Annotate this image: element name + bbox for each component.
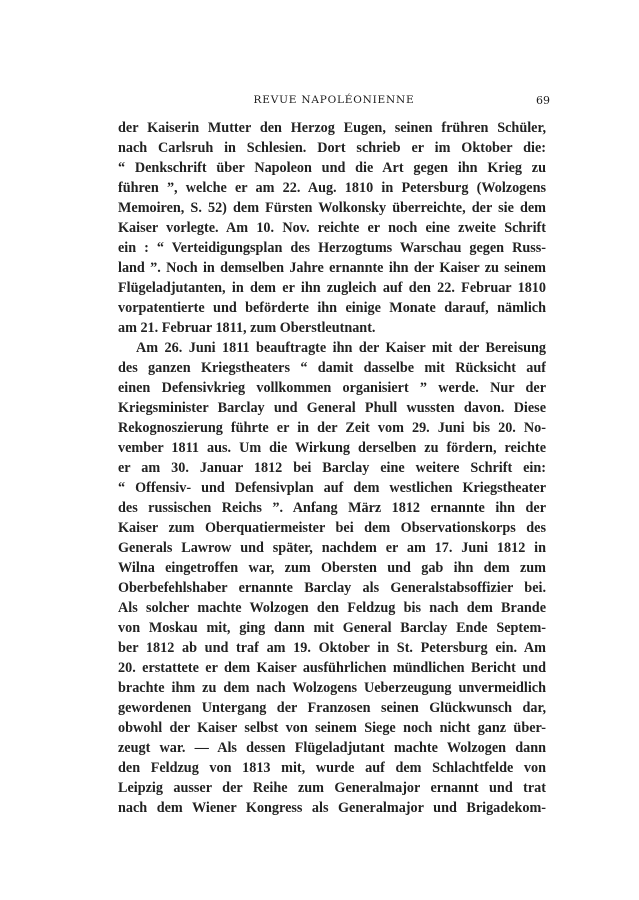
text-line: Rekognoszierung führte er in der Zeit vom 29. Juni bis 20. No-	[118, 420, 546, 436]
text-line: brachte ihm zu dem nach Wolzogens Ueberzeugung unvermeidlich	[118, 680, 546, 696]
text-line: von Moskau mit, ging dann mit General Barclay Ende Septem-	[118, 620, 546, 636]
paragraph	[118, 118, 546, 338]
text-line: einen Defensivkrieg vollkommen organisiert ” werde. Nur der	[118, 380, 546, 396]
text-line: vorpatentierte und beförderte ihn einige Monate darauf, nämlich	[118, 300, 546, 316]
text-line: nach Carlsruh in Schlesien. Dort schrieb er im Oktober die:	[118, 140, 546, 156]
text-line: des ganzen Kriegstheaters “ damit dasselbe mit Rücksicht auf	[118, 360, 546, 376]
text-line: Am 26. Juni 1811 beauftragte ihn der Kaiser mit der Bereisung	[136, 340, 546, 356]
page-number: 69	[536, 94, 550, 107]
text-line: Kaiser vorlegte. Am 10. Nov. reichte er noch eine zweite Schrift	[118, 220, 546, 236]
text-line: Flügeladjutanten, in dem er ihn zugleich auf den 22. Februar 1810	[118, 280, 546, 296]
text-line: nach dem Wiener Kongress als Generalmajor und Brigadekom-	[118, 800, 546, 816]
text-line: er am 30. Januar 1812 bei Barclay eine weitere Schrift ein:	[118, 460, 546, 476]
text-line: führen ”, welche er am 22. Aug. 1810 in Petersburg (Wolzogens	[118, 180, 546, 196]
text-line: obwohl der Kaiser selbst von seinem Siege noch nicht ganz über-	[118, 720, 546, 736]
body-text	[118, 118, 546, 818]
text-line: Leipzig ausser der Reihe zum Generalmajor ernannt und trat	[118, 780, 546, 796]
text-line: Memoiren, S. 52) dem Fürsten Wolkonsky überreichte, der sie dem	[118, 200, 546, 216]
text-line: Generals Lawrow und später, nachdem er am 17. Juni 1812 in	[118, 540, 546, 556]
text-line: vember 1811 aus. Um die Wirkung derselben zu fördern, reichte	[118, 440, 546, 456]
text-line: zeugt war. — Als dessen Flügeladjutant machte Wolzogen dann	[118, 740, 546, 756]
text-line: ber 1812 ab und traf am 19. Oktober in St. Petersburg ein. Am	[118, 640, 546, 656]
text-line: 20. erstattete er dem Kaiser ausführlichen mündlichen Bericht und	[118, 660, 546, 676]
paragraph	[118, 338, 546, 818]
text-line: “ Denkschrift über Napoleon und die Art gegen ihn Krieg zu	[118, 160, 546, 176]
text-line: Als solcher machte Wolzogen den Feldzug bis nach dem Brande	[118, 600, 546, 616]
text-line: gewordenen Untergang der Franzosen seinen Glückwunsch dar,	[118, 700, 546, 716]
running-header	[118, 94, 550, 110]
text-line: am 21. Februar 1811, zum Oberstleutnant.	[118, 320, 376, 336]
text-line: den Feldzug von 1813 mit, wurde auf dem Schlachtfelde von	[118, 760, 546, 776]
text-line: der Kaiserin Mutter den Herzog Eugen, seinen frühren Schüler,	[118, 120, 546, 136]
text-line: land ”. Noch in demselben Jahre ernannte ihn der Kaiser zu seinem	[118, 260, 546, 276]
text-line: ein : “ Verteidigungsplan des Herzogtums Warschau gegen Russ-	[118, 240, 546, 256]
text-line: Wilna eingetroffen war, zum Obersten und gab ihn dem zum	[118, 560, 546, 576]
text-line: des russischen Reichs ”. Anfang März 1812 ernannte ihn der	[118, 500, 546, 516]
text-line: Oberbefehlshaber ernannte Barclay als Generalstabsoffizier bei.	[118, 580, 546, 596]
text-line: Kaiser zum Oberquatiermeister bei dem Observationskorps des	[118, 520, 546, 536]
text-line: Kriegsminister Barclay und General Phull wussten davon. Diese	[118, 400, 546, 416]
text-line: “ Offensiv- und Defensivplan auf dem westlichen Kriegstheater	[118, 480, 546, 496]
running-title: REVUE NAPOLÉONIENNE	[253, 94, 415, 106]
